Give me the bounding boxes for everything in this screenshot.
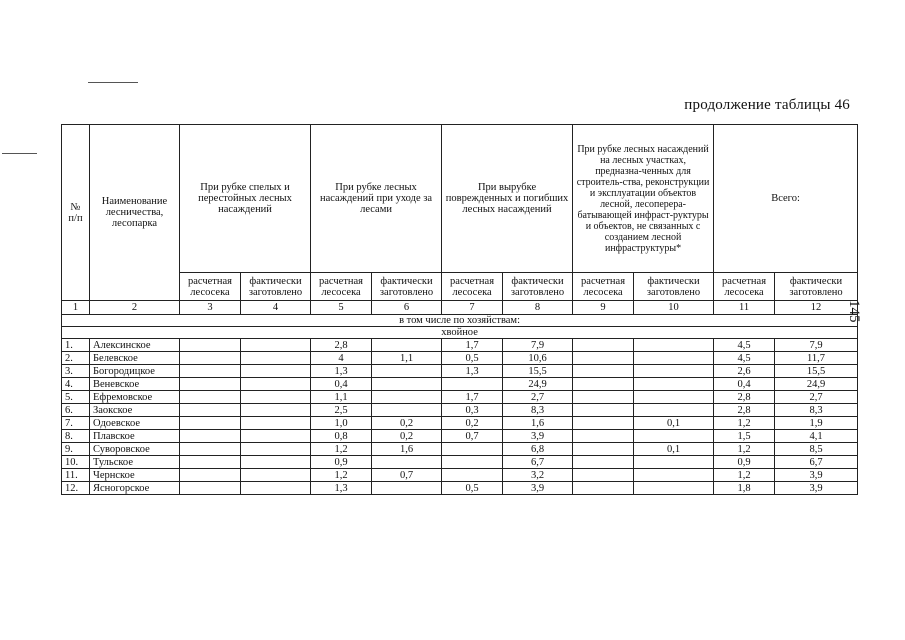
value-cell-c4 <box>241 404 311 417</box>
subheader-actual: фактически заготовлено <box>634 273 714 301</box>
table-row <box>62 365 858 378</box>
value-cell-c5: 1,1 <box>311 391 372 404</box>
forestry-name-cell: Плавское <box>90 430 180 443</box>
column-number: 4 <box>241 301 311 315</box>
value-cell-c12: 1,9 <box>775 417 858 430</box>
subheader-planned: расчетная лесосека <box>714 273 775 301</box>
header-forestry-name: Наименование лесничества, лесопарка <box>90 125 180 301</box>
row-number-cell: 5. <box>62 391 90 404</box>
value-cell-c6 <box>372 378 442 391</box>
value-cell-c8: 3,2 <box>503 469 573 482</box>
subsection-title: хвойное <box>62 327 858 339</box>
value-cell-c8: 7,9 <box>503 339 573 352</box>
table-row <box>62 482 858 495</box>
value-cell-c12: 2,7 <box>775 391 858 404</box>
value-cell-c11: 2,8 <box>714 391 775 404</box>
value-cell-c6 <box>372 482 442 495</box>
header-mature-felling: При рубке спелых и перестойных лесных насаждений <box>180 125 311 273</box>
column-number: 1 <box>62 301 90 315</box>
value-cell-c11: 1,5 <box>714 430 775 443</box>
forestry-name-cell: Веневское <box>90 378 180 391</box>
value-cell-c10 <box>634 352 714 365</box>
value-cell-c11: 1,8 <box>714 482 775 495</box>
value-cell-c6: 0,7 <box>372 469 442 482</box>
column-number: 3 <box>180 301 241 315</box>
section-title: в том числе по хозяйствам: <box>62 315 858 327</box>
value-cell-c4 <box>241 352 311 365</box>
value-cell-c9 <box>573 469 634 482</box>
value-cell-c12: 3,9 <box>775 469 858 482</box>
value-cell-c8: 10,6 <box>503 352 573 365</box>
forest-harvest-table <box>61 124 858 495</box>
value-cell-c9 <box>573 391 634 404</box>
header-care-felling: При рубке лесных насаждений при уходе за лесами <box>311 125 442 273</box>
value-cell-c8: 3,9 <box>503 430 573 443</box>
value-cell-c9 <box>573 404 634 417</box>
value-cell-c10 <box>634 469 714 482</box>
table-row <box>62 443 858 456</box>
row-number-cell: 11. <box>62 469 90 482</box>
value-cell-c12: 8,5 <box>775 443 858 456</box>
value-cell-c5: 2,8 <box>311 339 372 352</box>
value-cell-c8: 2,7 <box>503 391 573 404</box>
value-cell-c3 <box>180 339 241 352</box>
value-cell-c10 <box>634 430 714 443</box>
forestry-name-cell: Ясногорское <box>90 482 180 495</box>
row-number-cell: 1. <box>62 339 90 352</box>
value-cell-c11: 2,6 <box>714 365 775 378</box>
value-cell-c3 <box>180 391 241 404</box>
value-cell-c7: 0,5 <box>442 482 503 495</box>
value-cell-c12: 4,1 <box>775 430 858 443</box>
value-cell-c10 <box>634 456 714 469</box>
value-cell-c9 <box>573 378 634 391</box>
row-number-cell: 4. <box>62 378 90 391</box>
table-row <box>62 378 858 391</box>
value-cell-c3 <box>180 365 241 378</box>
subheader-actual: фактически заготовлено <box>241 273 311 301</box>
header-damaged-felling: При вырубке поврежденных и погибших лесных насаждений <box>442 125 573 273</box>
value-cell-c7 <box>442 456 503 469</box>
row-number-cell: 8. <box>62 430 90 443</box>
value-cell-c5: 1,3 <box>311 482 372 495</box>
value-cell-c10 <box>634 365 714 378</box>
value-cell-c4 <box>241 365 311 378</box>
subheader-planned: расчетная лесосека <box>311 273 372 301</box>
value-cell-c9 <box>573 365 634 378</box>
value-cell-c10 <box>634 482 714 495</box>
column-number: 12 <box>775 301 858 315</box>
value-cell-c10 <box>634 378 714 391</box>
scan-artifact-line <box>2 153 37 154</box>
forestry-name-cell: Богородицкое <box>90 365 180 378</box>
table-row <box>62 352 858 365</box>
table-row <box>62 339 858 352</box>
row-number-cell: 7. <box>62 417 90 430</box>
value-cell-c3 <box>180 482 241 495</box>
value-cell-c9 <box>573 430 634 443</box>
table-row <box>62 404 858 417</box>
value-cell-c7: 0,2 <box>442 417 503 430</box>
value-cell-c7 <box>442 469 503 482</box>
subheader-planned: расчетная лесосека <box>442 273 503 301</box>
column-number: 9 <box>573 301 634 315</box>
header-construction-felling: При рубке лесных насаждений на лесных участках, предназна-ченных для строитель-ства, реконструкции и эксплуатации объектов лесной, лесоперера-батывающей инфраст-руктуры и объектов, не связанных с созданием лесной инфраструктуры* <box>573 125 714 273</box>
value-cell-c11: 2,8 <box>714 404 775 417</box>
value-cell-c4 <box>241 430 311 443</box>
value-cell-c4 <box>241 482 311 495</box>
table-row <box>62 417 858 430</box>
value-cell-c4 <box>241 417 311 430</box>
value-cell-c7 <box>442 443 503 456</box>
value-cell-c5: 1,2 <box>311 443 372 456</box>
value-cell-c6 <box>372 404 442 417</box>
value-cell-c12: 15,5 <box>775 365 858 378</box>
row-number-cell: 3. <box>62 365 90 378</box>
column-number: 11 <box>714 301 775 315</box>
column-number: 7 <box>442 301 503 315</box>
value-cell-c6: 0,2 <box>372 430 442 443</box>
forestry-name-cell: Чернское <box>90 469 180 482</box>
value-cell-c7: 0,3 <box>442 404 503 417</box>
value-cell-c11: 1,2 <box>714 443 775 456</box>
table-row <box>62 391 858 404</box>
subheader-actual: фактически заготовлено <box>775 273 858 301</box>
value-cell-c6 <box>372 391 442 404</box>
value-cell-c3 <box>180 443 241 456</box>
table-row <box>62 469 858 482</box>
forestry-name-cell: Заокское <box>90 404 180 417</box>
value-cell-c8: 8,3 <box>503 404 573 417</box>
value-cell-c11: 1,2 <box>714 469 775 482</box>
value-cell-c7: 1,7 <box>442 339 503 352</box>
value-cell-c3 <box>180 456 241 469</box>
value-cell-c3 <box>180 430 241 443</box>
value-cell-c12: 6,7 <box>775 456 858 469</box>
scan-artifact-line <box>88 82 138 83</box>
value-cell-c5: 1,2 <box>311 469 372 482</box>
column-number: 2 <box>90 301 180 315</box>
row-number-cell: 12. <box>62 482 90 495</box>
table-row <box>62 430 858 443</box>
value-cell-c9 <box>573 456 634 469</box>
value-cell-c11: 1,2 <box>714 417 775 430</box>
forestry-name-cell: Тульское <box>90 456 180 469</box>
value-cell-c5: 1,3 <box>311 365 372 378</box>
value-cell-c10 <box>634 391 714 404</box>
subheader-planned: расчетная лесосека <box>180 273 241 301</box>
value-cell-c5: 4 <box>311 352 372 365</box>
subheader-actual: фактически заготовлено <box>372 273 442 301</box>
forestry-name-cell: Одоевское <box>90 417 180 430</box>
value-cell-c5: 2,5 <box>311 404 372 417</box>
value-cell-c8: 3,9 <box>503 482 573 495</box>
value-cell-c5: 0,4 <box>311 378 372 391</box>
value-cell-c11: 0,4 <box>714 378 775 391</box>
value-cell-c9 <box>573 417 634 430</box>
forestry-name-cell: Суворовское <box>90 443 180 456</box>
value-cell-c11: 0,9 <box>714 456 775 469</box>
value-cell-c7: 0,5 <box>442 352 503 365</box>
value-cell-c5: 0,8 <box>311 430 372 443</box>
forestry-name-cell: Ефремовское <box>90 391 180 404</box>
value-cell-c4 <box>241 391 311 404</box>
value-cell-c9 <box>573 482 634 495</box>
value-cell-c4 <box>241 378 311 391</box>
value-cell-c3 <box>180 352 241 365</box>
value-cell-c12: 8,3 <box>775 404 858 417</box>
value-cell-c8: 1,6 <box>503 417 573 430</box>
value-cell-c6: 1,1 <box>372 352 442 365</box>
row-number-cell: 6. <box>62 404 90 417</box>
value-cell-c6: 1,6 <box>372 443 442 456</box>
table-continuation-title: продолжение таблицы 46 <box>684 97 850 113</box>
value-cell-c9 <box>573 443 634 456</box>
value-cell-c6: 0,2 <box>372 417 442 430</box>
value-cell-c3 <box>180 417 241 430</box>
value-cell-c10 <box>634 404 714 417</box>
value-cell-c11: 4,5 <box>714 352 775 365</box>
value-cell-c11: 4,5 <box>714 339 775 352</box>
column-number-row <box>62 301 858 315</box>
forestry-name-cell: Алексинское <box>90 339 180 352</box>
subheader-actual: фактически заготовлено <box>503 273 573 301</box>
column-number: 6 <box>372 301 442 315</box>
value-cell-c8: 15,5 <box>503 365 573 378</box>
value-cell-c3 <box>180 378 241 391</box>
table-row <box>62 456 858 469</box>
value-cell-c8: 24,9 <box>503 378 573 391</box>
value-cell-c6 <box>372 365 442 378</box>
column-number: 10 <box>634 301 714 315</box>
value-cell-c12: 7,9 <box>775 339 858 352</box>
row-number-cell: 10. <box>62 456 90 469</box>
value-cell-c7: 1,3 <box>442 365 503 378</box>
value-cell-c4 <box>241 443 311 456</box>
value-cell-c7: 1,7 <box>442 391 503 404</box>
value-cell-c12: 24,9 <box>775 378 858 391</box>
header-total: Всего: <box>714 125 858 273</box>
value-cell-c4 <box>241 469 311 482</box>
value-cell-c6 <box>372 339 442 352</box>
value-cell-c5: 1,0 <box>311 417 372 430</box>
value-cell-c4 <box>241 456 311 469</box>
column-number: 8 <box>503 301 573 315</box>
value-cell-c8: 6,7 <box>503 456 573 469</box>
value-cell-c10: 0,1 <box>634 417 714 430</box>
header-number: № п/п <box>62 125 90 301</box>
value-cell-c9 <box>573 352 634 365</box>
value-cell-c10 <box>634 339 714 352</box>
value-cell-c12: 3,9 <box>775 482 858 495</box>
subheader-planned: расчетная лесосека <box>573 273 634 301</box>
table-body <box>62 339 858 495</box>
forestry-name-cell: Белевское <box>90 352 180 365</box>
value-cell-c12: 11,7 <box>775 352 858 365</box>
value-cell-c4 <box>241 339 311 352</box>
value-cell-c3 <box>180 469 241 482</box>
value-cell-c7: 0,7 <box>442 430 503 443</box>
row-number-cell: 2. <box>62 352 90 365</box>
value-cell-c8: 6,8 <box>503 443 573 456</box>
value-cell-c9 <box>573 339 634 352</box>
value-cell-c10: 0,1 <box>634 443 714 456</box>
value-cell-c5: 0,9 <box>311 456 372 469</box>
column-number: 5 <box>311 301 372 315</box>
page-number: 145 <box>846 300 862 323</box>
value-cell-c7 <box>442 378 503 391</box>
row-number-cell: 9. <box>62 443 90 456</box>
value-cell-c3 <box>180 404 241 417</box>
value-cell-c6 <box>372 456 442 469</box>
